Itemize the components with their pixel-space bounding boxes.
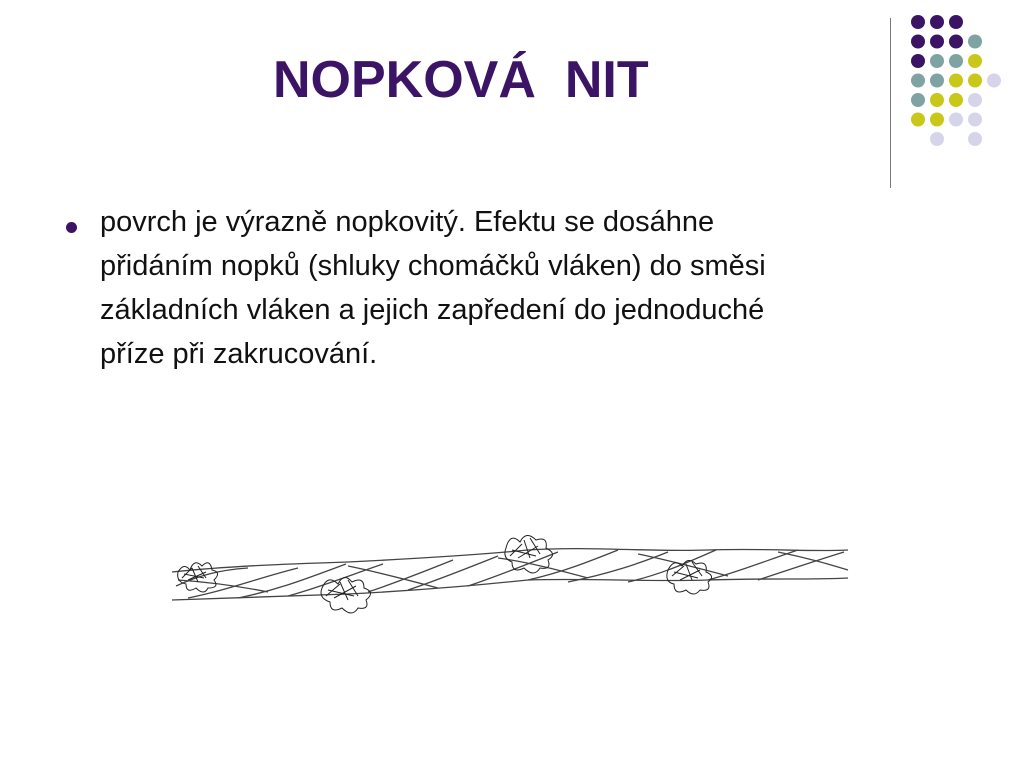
decorative-dot — [911, 74, 925, 88]
decorative-dot — [930, 35, 944, 49]
slide-title: NOPKOVÁ NIT — [273, 51, 649, 109]
bullet-text-line: přidáním nopků (shluky chomáčků vláken) do směsi — [100, 250, 766, 282]
decorative-dot — [968, 54, 982, 68]
yarn-twist — [568, 552, 668, 582]
decorative-dot — [968, 113, 982, 127]
bullet-item — [60, 200, 960, 376]
decorative-dot-grid — [900, 8, 1010, 168]
neps-group — [178, 535, 712, 613]
decorative-dot — [911, 93, 925, 107]
slubbed-yarn-illustration — [168, 520, 852, 620]
decorative-dot — [968, 74, 982, 88]
yarn-twist — [708, 550, 798, 580]
decorative-dot — [930, 132, 944, 146]
decorative-dot — [987, 74, 1001, 88]
bullet-text-line: povrch je výrazně nopkovitý. Efektu se dosáhne — [100, 206, 715, 238]
bullet-text-line: základních vláken a jejich zapředení do jednoduché — [100, 294, 765, 326]
decorative-divider — [890, 18, 891, 188]
decorative-dot — [930, 113, 944, 127]
decorative-dot — [930, 74, 944, 88]
decorative-dot — [968, 35, 982, 49]
yarn-twist — [758, 552, 844, 580]
yarn-twist — [348, 566, 438, 588]
decorative-dot — [911, 54, 925, 68]
decorative-dot — [949, 93, 963, 107]
decorative-dot — [949, 15, 963, 29]
bullet-text-line: příze při zakrucování. — [100, 338, 378, 370]
yarn-twist — [528, 550, 618, 580]
decorative-dot — [911, 113, 925, 127]
decorative-dot — [930, 93, 944, 107]
bullet-list — [60, 200, 960, 376]
bullet-marker-icon — [66, 222, 77, 233]
decorative-dot — [968, 132, 982, 146]
decorative-dot — [949, 74, 963, 88]
decorative-dot — [930, 15, 944, 29]
decorative-dot — [911, 35, 925, 49]
decorative-dot — [968, 93, 982, 107]
decorative-dot — [911, 15, 925, 29]
decorative-dot — [949, 113, 963, 127]
decorative-dot — [949, 54, 963, 68]
decorative-dot — [930, 54, 944, 68]
decorative-dot — [949, 35, 963, 49]
